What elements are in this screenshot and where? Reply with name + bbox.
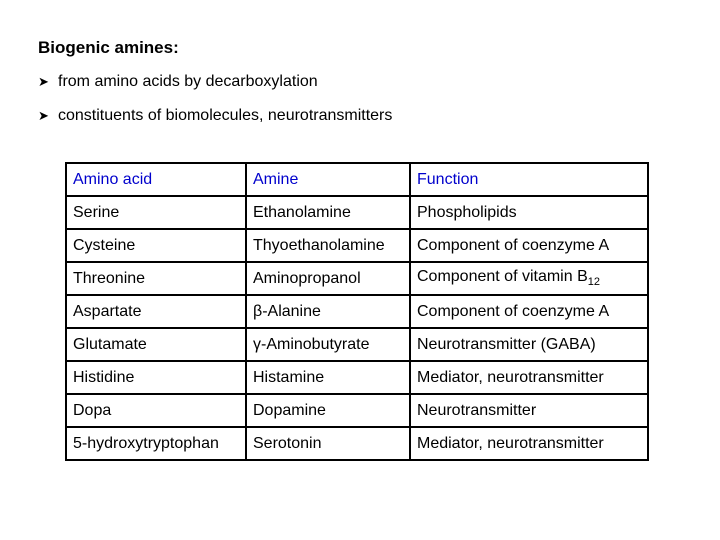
cell-amino-acid-text: Aspartate <box>73 302 142 320</box>
table-row <box>66 196 648 229</box>
table-row <box>66 361 648 394</box>
cell-function-text: Phospholipids <box>417 203 517 221</box>
cell-amine <box>246 427 410 460</box>
cell-amine <box>246 196 410 229</box>
cell-amine <box>246 361 410 394</box>
cell-amine-text: Serotonin <box>253 434 322 452</box>
cell-function-text: Neurotransmitter <box>417 401 537 419</box>
cell-amino-acid <box>66 361 246 394</box>
table-row <box>66 262 648 295</box>
cell-function <box>410 394 648 427</box>
cell-amine <box>246 295 410 328</box>
subscript: 12 <box>587 276 600 289</box>
header-amino-acid: Amino acid <box>66 163 246 196</box>
cell-amine-text: β-Alanine <box>253 302 321 320</box>
cell-amino-acid-text: Threonine <box>73 269 146 287</box>
table-header-row <box>66 163 648 196</box>
cell-amino-acid-text: Glutamate <box>73 335 147 353</box>
amines-table <box>65 162 649 461</box>
bullet-text: constituents of biomolecules, neurotransmitters <box>58 107 393 124</box>
cell-amino-acid-text: Serine <box>73 203 120 221</box>
cell-amine <box>246 262 410 295</box>
table-row <box>66 295 648 328</box>
cell-amino-acid <box>66 262 246 295</box>
cell-amino-acid <box>66 295 246 328</box>
cell-function <box>410 427 648 460</box>
cell-amino-acid-text: 5-hydroxytryptophan <box>73 434 219 452</box>
cell-amino-acid-text: Histidine <box>73 368 135 386</box>
cell-amino-acid-text: Cysteine <box>73 236 136 254</box>
cell-function <box>410 196 648 229</box>
cell-amine <box>246 394 410 427</box>
cell-function-text: Component of coenzyme A <box>417 236 610 254</box>
cell-amine-text: Ethanolamine <box>253 203 351 221</box>
cell-amino-acid <box>66 427 246 460</box>
bullet-item <box>38 106 392 126</box>
cell-amino-acid <box>66 196 246 229</box>
table-row <box>66 427 648 460</box>
cell-function <box>410 328 648 361</box>
cell-amino-acid <box>66 394 246 427</box>
cell-amine <box>246 229 410 262</box>
bullet-item <box>38 72 392 92</box>
cell-function <box>410 262 648 295</box>
table-row <box>66 394 648 427</box>
cell-function-text: Component of coenzyme A <box>417 302 610 320</box>
cell-function <box>410 361 648 394</box>
cell-function-text: Mediator, neurotransmitter <box>417 368 604 386</box>
header-function: Function <box>410 163 648 196</box>
bullet-text: from amino acids by decarboxylation <box>58 73 318 90</box>
cell-amine-text: Histamine <box>253 368 325 386</box>
cell-amine <box>246 328 410 361</box>
cell-amino-acid-text: Dopa <box>73 401 112 419</box>
cell-function-text: Neurotransmitter (GABA) <box>417 335 596 353</box>
cell-amine-text: Thyoethanolamine <box>253 236 385 254</box>
cell-function-text: Mediator, neurotransmitter <box>417 434 604 452</box>
cell-amine-text: γ-Aminobutyrate <box>253 335 370 353</box>
cell-amine-text: Aminopropanol <box>253 269 361 287</box>
table-row <box>66 229 648 262</box>
arrow-bullet-icon: ➤ <box>38 74 49 89</box>
header-amine: Amine <box>246 163 410 196</box>
cell-function <box>410 295 648 328</box>
arrow-bullet-icon: ➤ <box>38 108 49 123</box>
cell-function-text: Component of vitamin B <box>417 268 588 286</box>
page-title: Biogenic amines: <box>38 38 179 57</box>
cell-function <box>410 229 648 262</box>
cell-amino-acid <box>66 229 246 262</box>
table-row <box>66 328 648 361</box>
bullet-list <box>38 72 392 140</box>
cell-amino-acid <box>66 328 246 361</box>
cell-amine-text: Dopamine <box>253 401 326 419</box>
